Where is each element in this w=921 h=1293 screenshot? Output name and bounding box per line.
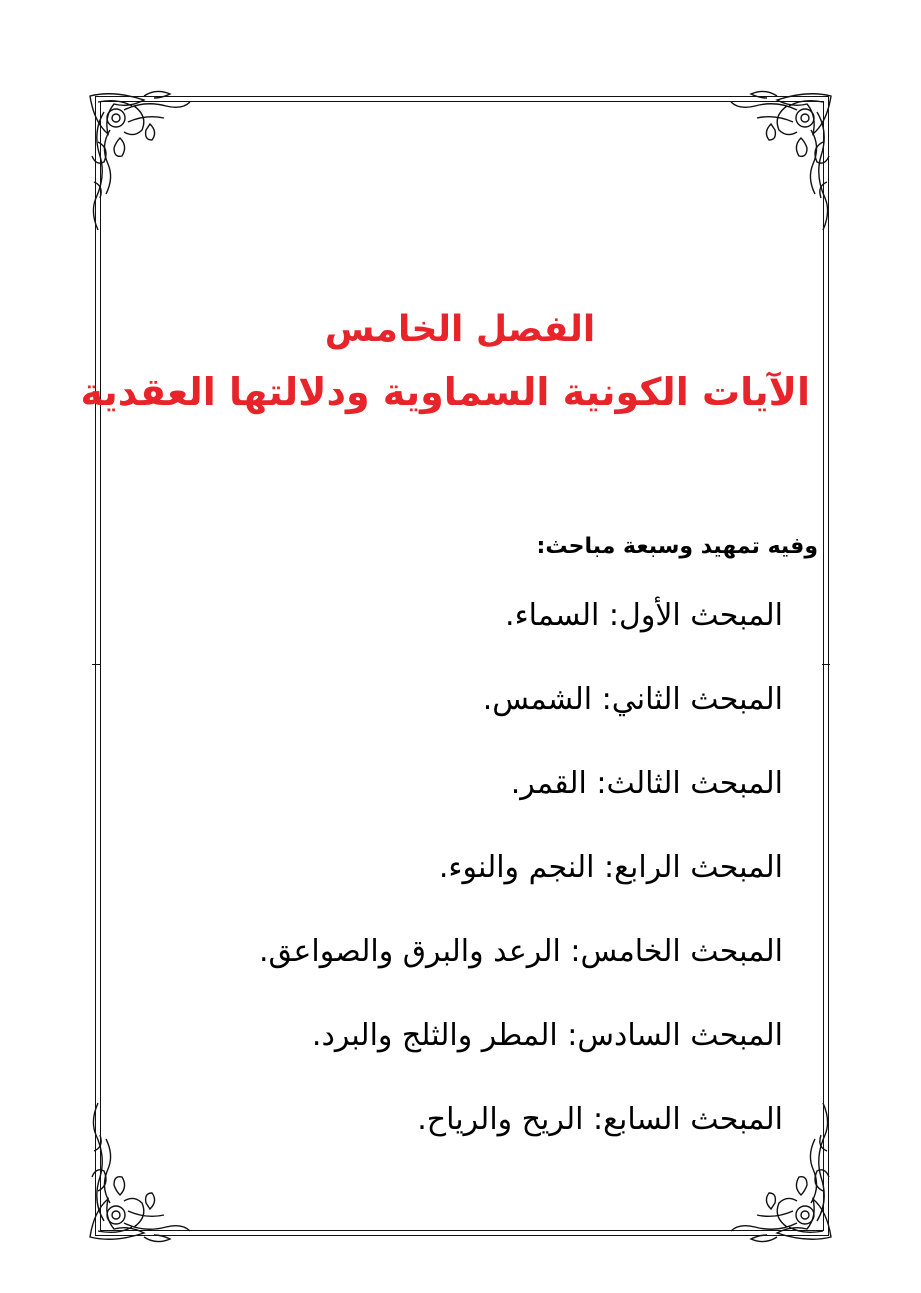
section-item-5: المبحث الخامس: الرعد والبرق والصواعق.	[258, 934, 783, 969]
floral-corner-ornament-icon	[84, 1097, 194, 1247]
section-item-3: المبحث الثالث: القمر.	[510, 766, 783, 801]
floral-corner-ornament-icon	[84, 86, 194, 236]
chapter-intro: وفيه تمهيد وسبعة مباحث:	[536, 534, 818, 559]
border-mark-right	[822, 664, 830, 665]
chapter-title: الفصل الخامس	[324, 309, 596, 350]
section-item-4: المبحث الرابع: النجم والنوء.	[438, 850, 783, 885]
chapter-subtitle: الآيات الكونية السماوية ودلالتها العقدية	[80, 370, 810, 414]
section-item-6: المبحث السادس: المطر والثلج والبرد.	[311, 1018, 783, 1053]
chapter-heading	[80, 300, 810, 424]
floral-corner-ornament-icon	[727, 86, 837, 236]
section-item-7: المبحث السابع: الريح والرياح.	[417, 1102, 783, 1137]
section-item-2: المبحث الثاني: الشمس.	[482, 682, 783, 717]
border-mark-left	[92, 664, 100, 665]
section-item-1: المبحث الأول: السماء.	[505, 598, 783, 633]
sections-list	[183, 588, 783, 1176]
